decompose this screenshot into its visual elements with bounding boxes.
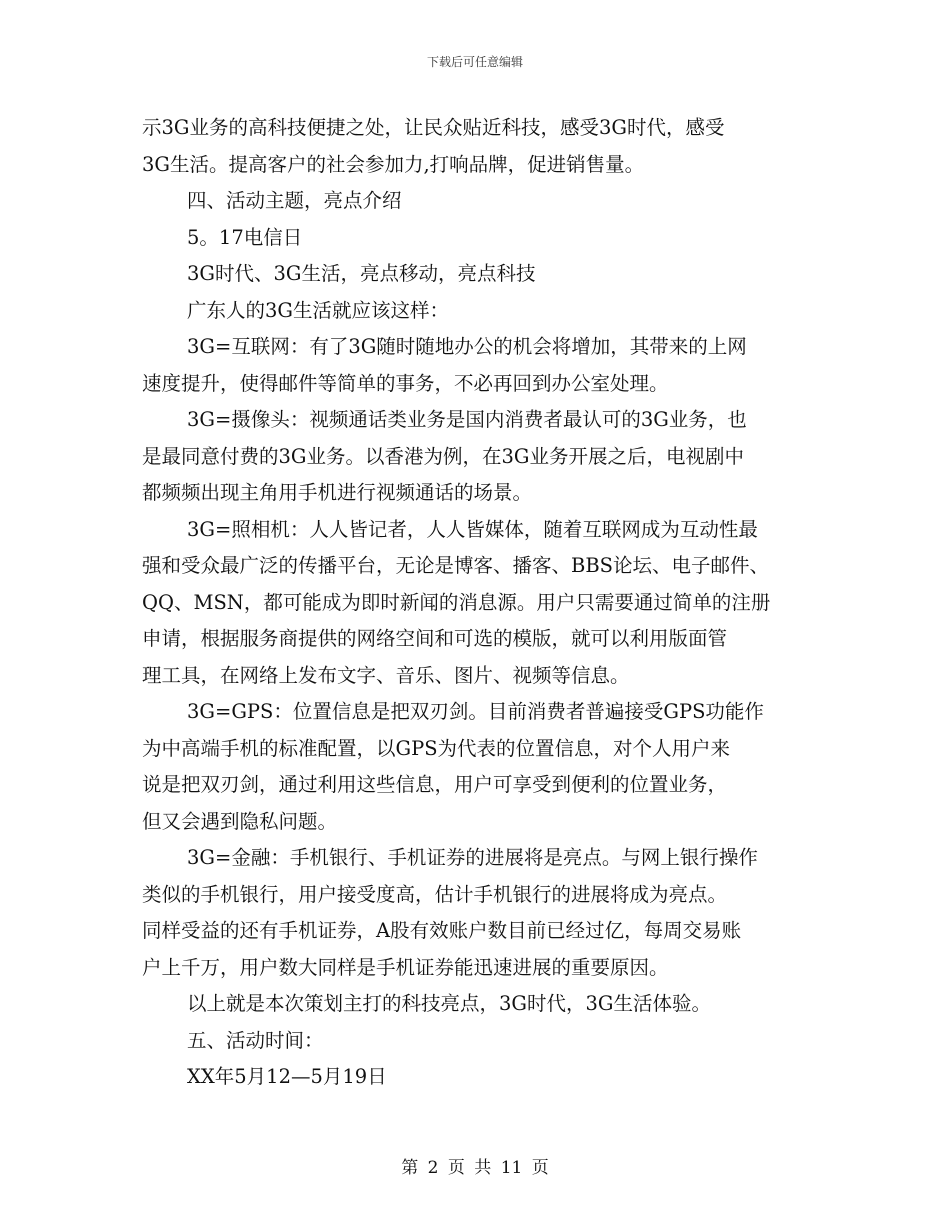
text-line: 3G=照相机：人人皆记者，人人皆媒体，随着互联网成为互动性最 bbox=[187, 517, 758, 541]
text-line: 示3G业务的高科技便捷之处，让民众贴近科技，感受3G时代，感受 bbox=[142, 116, 725, 139]
text-line: 5。17电信日 bbox=[187, 225, 303, 249]
section-heading: 五、活动时间： bbox=[187, 1028, 324, 1052]
text-line: 3G=金融：手机银行、手机证券的进展将是亮点。与网上银行操作 bbox=[187, 846, 758, 869]
page-number-footer: 第 2 页 共 11 页 bbox=[401, 1158, 549, 1178]
text-line: 为中高端手机的标准配置，以GPS为代表的位置信息，对个人用户来 bbox=[142, 736, 731, 760]
text-line: 3G=摄像头：视频通话类业务是国内消费者最认可的3G业务，也 bbox=[187, 408, 747, 431]
text-line: 3G=互联网：有了3G随时随地办公的机会将增加，其带来的上网 bbox=[187, 335, 747, 358]
text-line: 以上就是本次策划主打的科技亮点，3G时代，3G生活体验。 bbox=[187, 992, 711, 1015]
text-line: 3G时代、3G生活，亮点移动，亮点科技 bbox=[187, 262, 536, 285]
text-line: 3G生活。提高客户的社会参加力,打响品牌，促进销售量。 bbox=[142, 152, 645, 176]
text-line: QQ、MSN，都可能成为即时新闻的消息源。用户只需要通过简单的注册 bbox=[142, 590, 771, 614]
text-line: 理工具，在网络上发布文字、音乐、图片、视频等信息。 bbox=[142, 663, 630, 687]
text-line: 类似的手机银行，用户接受度高，估计手机银行的进展将成为亮点。 bbox=[142, 882, 728, 906]
text-line: 申请，根据服务商提供的网络空间和可选的模版，就可以利用版面管 bbox=[142, 627, 728, 650]
section-heading: 四、活动主题，亮点介绍 bbox=[187, 189, 402, 212]
text-line: 同样受益的还有手机证券，A股有效账户数目前已经过亿，每周交易账 bbox=[142, 919, 742, 942]
text-line: 但又会遇到隐私问题。 bbox=[142, 809, 338, 833]
text-line: 广东人的3G生活就应该这样： bbox=[187, 298, 449, 322]
text-line: 户上千万，用户数大同样是手机证券能迅速进展的重要原因。 bbox=[142, 955, 669, 979]
text-line: 速度提升，使得邮件等简单的事务，不必再回到办公室处理。 bbox=[142, 371, 669, 395]
text-line: 都频频出现主角用手机进行视频通话的场景。 bbox=[142, 481, 533, 504]
text-line: 强和受众最广泛的传播平台，无论是博客、播客、BBS论坛、电子邮件、 bbox=[142, 554, 770, 577]
text-line: XX年5月12—5月19日 bbox=[187, 1065, 387, 1088]
page-header: 下载后可任意编辑 bbox=[426, 55, 523, 69]
document-body bbox=[142, 110, 822, 1096]
text-line: 3G=GPS：位置信息是把双刃剑。目前消费者普遍接受GPS功能作 bbox=[187, 700, 764, 723]
text-line: 是最同意付费的3G业务。以香港为例，在3G业务开展之后，电视剧中 bbox=[142, 444, 744, 468]
text-line: 说是把双刃剑，通过利用这些信息，用户可享受到便利的位置业务， bbox=[142, 773, 728, 796]
